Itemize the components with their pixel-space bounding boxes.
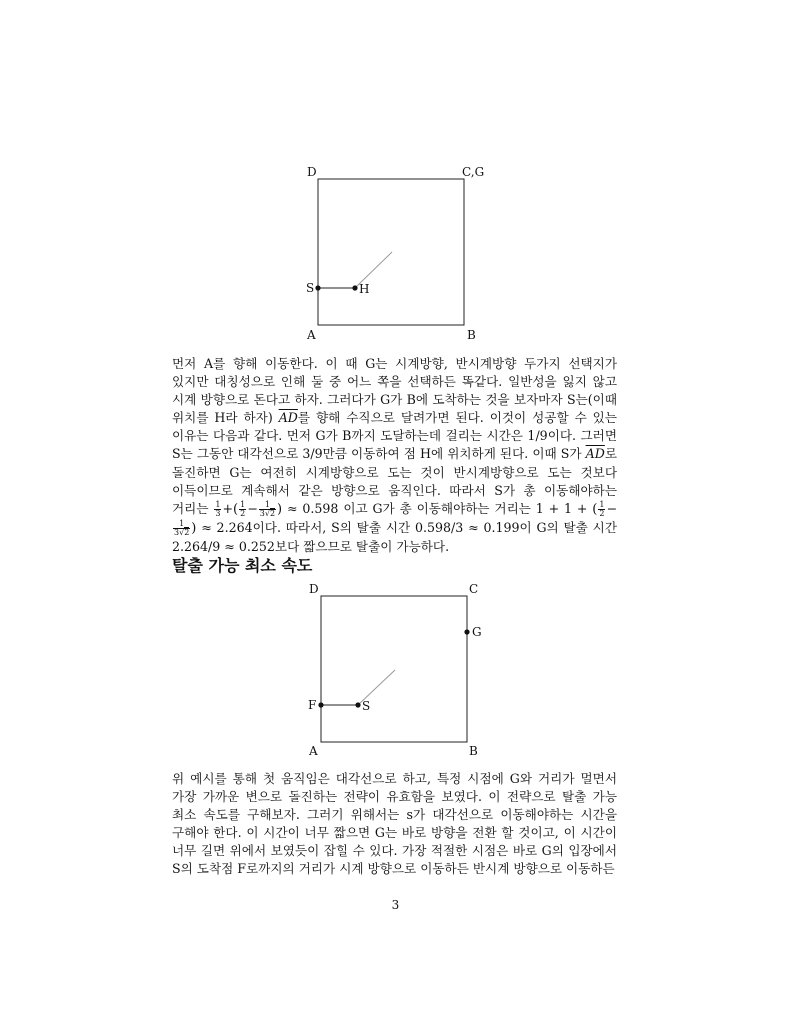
label-b2: B [469, 744, 478, 758]
point-h [352, 285, 357, 290]
label-a2: A [309, 744, 318, 758]
segment-ad-2: $\overline{AD}$ [585, 446, 605, 462]
figure-2 [308, 582, 482, 758]
label-f: F [308, 698, 317, 712]
label-d2: D [309, 582, 319, 596]
label-c: C [469, 582, 479, 596]
page-number: 3 [391, 898, 400, 912]
point-f [318, 702, 323, 707]
p1-text-1: 먼저 A를 향해 이동한다. 이 때 G는 시계방향, 반시계방향 두가지 선택지가 있지만 대칭성으로 인해 둘 중 어느 쪽을 선택하든 똑같다. 일반성을 잃지 않고 시계 방향으로 돈다고 하자. 그러다가 G가 B에 도착하는 것을 보자마자 S는(이때 위치를 H라 하자) [172, 356, 617, 426]
point-s [315, 285, 320, 290]
label-cg: C,G [462, 165, 485, 179]
point-s2 [355, 702, 360, 707]
section-heading: 탈출 가능 최소 속도 [172, 556, 313, 575]
label-h: H [359, 282, 370, 296]
point-g [464, 629, 469, 634]
label-d: D [307, 165, 317, 179]
label-b: B [467, 328, 476, 342]
label-a: A [307, 328, 316, 342]
label-s2: S [362, 699, 371, 713]
paragraph-1 [172, 355, 617, 556]
square-2 [321, 596, 467, 742]
p1-text-3: 로 돌진하면 G는 여전히 시계방향으로 도는 것이 반시계방향으로 도는 것보다 이득이므로 계속해서 같은 방향으로 움직인다. 따라서 S가 총 이동해야하는 거리는 [172, 446, 617, 516]
square-1 [318, 179, 464, 325]
figure-1 [306, 165, 484, 342]
label-g: G [472, 625, 482, 639]
formula-g-distance: ( $\frac{1}{2}$ − $\frac{1}{3√2}$ ) ≈ 2.264 [174, 499, 618, 537]
p1-text-5: 이다. 따라서, S의 탈출 시간 0.598/3 ≈ 0.199이 G의 탈출 시간 2.264/9 ≈ 0.252보다 짧으므로 탈출이 가능하다. [172, 519, 617, 554]
formula-s-distance: $\frac{1}{3}$ +( $\frac{1}{2}$ − $\frac{1}{3√2}$ ) ≈ 0.598 [215, 499, 339, 518]
paragraph-2: 위 예시를 통해 첫 움직임은 대각선으로 하고, 특정 시점에 G와 거리가 멀면서 가장 가까운 변으로 돌진하는 전략이 유효함을 보였다. 이 전략으로 탈출 가능 최소 속도를 구해보자. 그러기 위해서는 s가 대각선으로 이동해야하는 시간을 구해야 한다. 이 시간이 너무 짧으면 G는 바로 방향을 전환 할 것이고, 이 시간이 너무 길면 위에서 보였듯이 잡힐 수 있다. 가장 적절한 시점은 바로 G의 입장에서 S의 도착점 F로까지의 거리가 시계 방향으로 이동하든 반시계 방향으로 이동하든 [172, 771, 617, 877]
label-s: S [306, 281, 315, 295]
p1-text-2: 를 향해 수직으로 달려가면 된다. 이것이 성공할 수 있는 이유는 다음과 같다. 먼저 G가 B까지 도달하는데 걸리는 시간은 1/9이다. 그러면 S는 그동안 대각선으로 3/9만큼 이동하여 점 H에 위치하게 된다. 이때 S가 [172, 410, 617, 462]
segment-ad-1: $\overline{AD}$ [278, 410, 298, 426]
p1-text-4: 이고 G가 총 이동해야하는 거리는 1 + 1 + [343, 500, 593, 516]
